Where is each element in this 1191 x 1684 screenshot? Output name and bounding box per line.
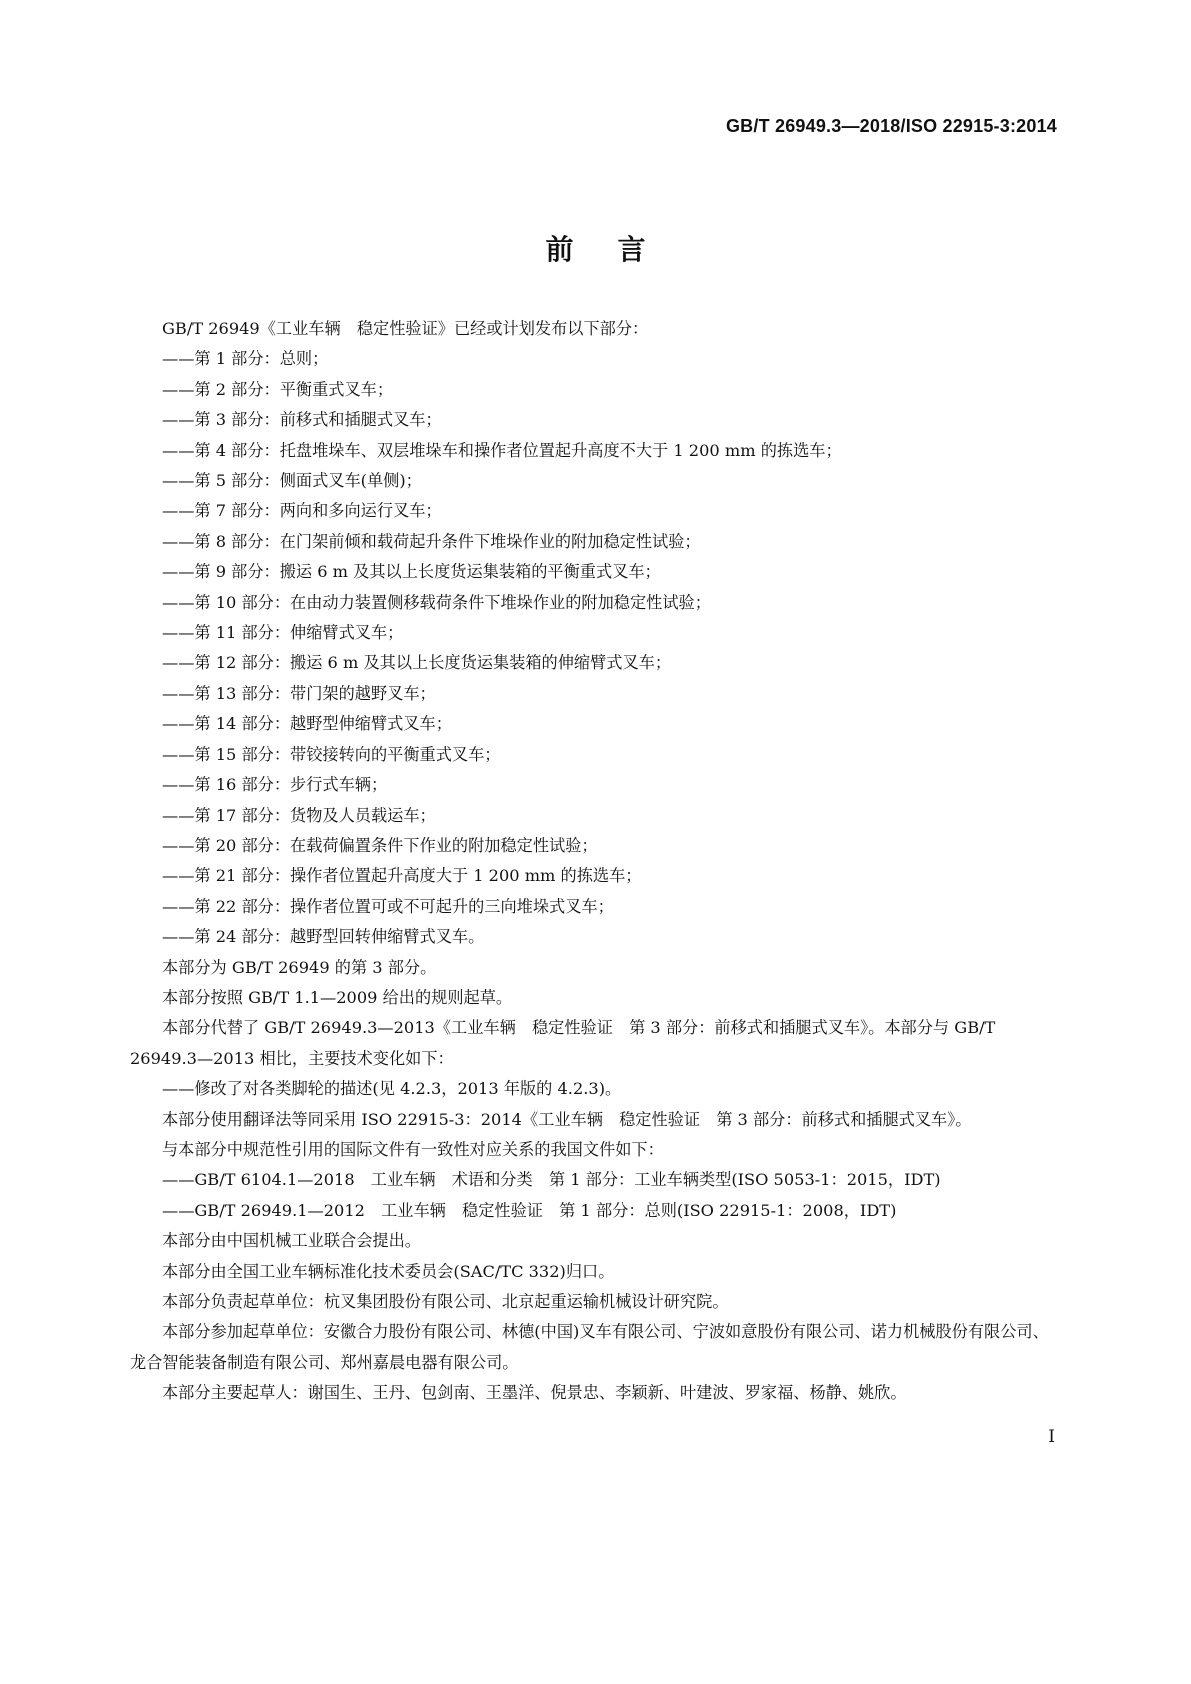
drafting-rules-paragraph: 本部分按照 GB/T 1.1—2009 给出的规则起草。	[162, 987, 513, 1007]
change-item: ——修改了对各类脚轮的描述(见 4.2.3，2013 年版的 4.2.3)。	[162, 1079, 622, 1099]
page-title: 前言	[545, 233, 690, 266]
replaces-paragraph: 本部分代替了 GB/T 26949.3—2013《工业车辆 稳定性验证 第 3 部分：前移式和插腿式叉车》。本部分与 GB/T 26949.3—2013 相比，主要技术变化如下：	[130, 1018, 996, 1068]
list-item: ——第 22 部分：操作者位置可或不可起升的三向堆垛式叉车；	[162, 896, 614, 916]
list-item: ——GB/T 6104.1—2018 工业车辆 术语和分类 第 1 部分：工业车辆类型(ISO 5053-1：2015，IDT)	[162, 1170, 941, 1190]
foreword-body	[130, 314, 1062, 1409]
list-item: ——第 15 部分：带铰接转向的平衡重式叉车；	[162, 744, 501, 764]
list-item: ——第 8 部分：在门架前倾和载荷起升条件下堆垛作业的附加稳定性试验；	[162, 531, 701, 551]
list-item: ——第 4 部分：托盘堆垛车、双层堆垛车和操作者位置起升高度不大于 1 200 mm 的拣选车；	[162, 440, 842, 460]
parts-list	[130, 344, 1062, 952]
list-item: ——第 13 部分：带门架的越野叉车；	[162, 683, 436, 703]
list-item: ——第 24 部分：越野型回转伸缩臂式叉车。	[162, 927, 485, 947]
intro-paragraph: GB/T 26949《工业车辆 稳定性验证》已经或计划发布以下部分：	[162, 319, 649, 338]
list-item: ——第 17 部分：货物及人员载运车；	[162, 805, 436, 825]
list-item: ——第 11 部分：伸缩臂式叉车；	[162, 623, 404, 643]
translation-paragraph: 本部分使用翻译法等同采用 ISO 22915-3：2014《工业车辆 稳定性验证 第 3 部分：前移式和插腿式叉车》。	[162, 1109, 972, 1129]
part3-paragraph: 本部分为 GB/T 26949 的第 3 部分。	[162, 957, 437, 977]
participating-units-paragraph: 本部分参加起草单位：安徽合力股份有限公司、林德(中国)叉车有限公司、宁波如意股份有限公司、诺力机械股份有限公司、龙合智能装备制造有限公司、郑州嘉晨电器有限公司。	[130, 1322, 1049, 1372]
list-item: ——第 5 部分：侧面式叉车(单侧)；	[162, 471, 422, 491]
responsible-units-paragraph: 本部分负责起草单位：杭叉集团股份有限公司、北京起重运输机械设计研究院。	[162, 1292, 729, 1311]
list-item: ——第 9 部分：搬运 6 m 及其以上长度货运集装箱的平衡重式叉车；	[162, 562, 661, 582]
page-number: I	[1048, 1427, 1055, 1447]
proposed-paragraph: 本部分由中国机械工业联合会提出。	[162, 1231, 421, 1251]
list-item: ——第 16 部分：步行式车辆；	[162, 775, 388, 795]
correspondence-paragraph: 与本部分中规范性引用的国际文件有一致性对应关系的我国文件如下：	[162, 1139, 664, 1159]
standard-code-header: GB/T 26949.3—2018/ISO 22915-3:2014	[725, 116, 1057, 136]
list-item: ——第 21 部分：操作者位置起升高度大于 1 200 mm 的拣选车；	[162, 866, 642, 886]
correspondence-list	[130, 1165, 1062, 1226]
list-item: ——第 3 部分：前移式和插腿式叉车；	[162, 410, 442, 430]
list-item: ——GB/T 26949.1—2012 工业车辆 稳定性验证 第 1 部分：总则(ISO 22915-1：2008，IDT)	[162, 1200, 897, 1220]
centralized-paragraph: 本部分由全国工业车辆标准化技术委员会(SAC/TC 332)归口。	[162, 1261, 615, 1281]
list-item: ——第 14 部分：越野型伸缩臂式叉车；	[162, 714, 452, 734]
drafters-paragraph: 本部分主要起草人：谢国生、王丹、包剑南、王墨洋、倪景忠、李颖新、叶建波、罗家福、杨静、姚欣。	[162, 1383, 907, 1403]
list-item: ——第 10 部分：在由动力装置侧移载荷条件下堆垛作业的附加稳定性试验；	[162, 592, 711, 612]
list-item: ——第 20 部分：在载荷偏置条件下作业的附加稳定性试验；	[162, 835, 598, 855]
list-item: ——第 12 部分：搬运 6 m 及其以上长度货运集装箱的伸缩臂式叉车；	[162, 653, 672, 673]
list-item: ——第 7 部分：两向和多向运行叉车；	[162, 501, 442, 521]
list-item: ——第 1 部分：总则；	[162, 349, 329, 369]
list-item: ——第 2 部分：平衡重式叉车；	[162, 379, 394, 399]
